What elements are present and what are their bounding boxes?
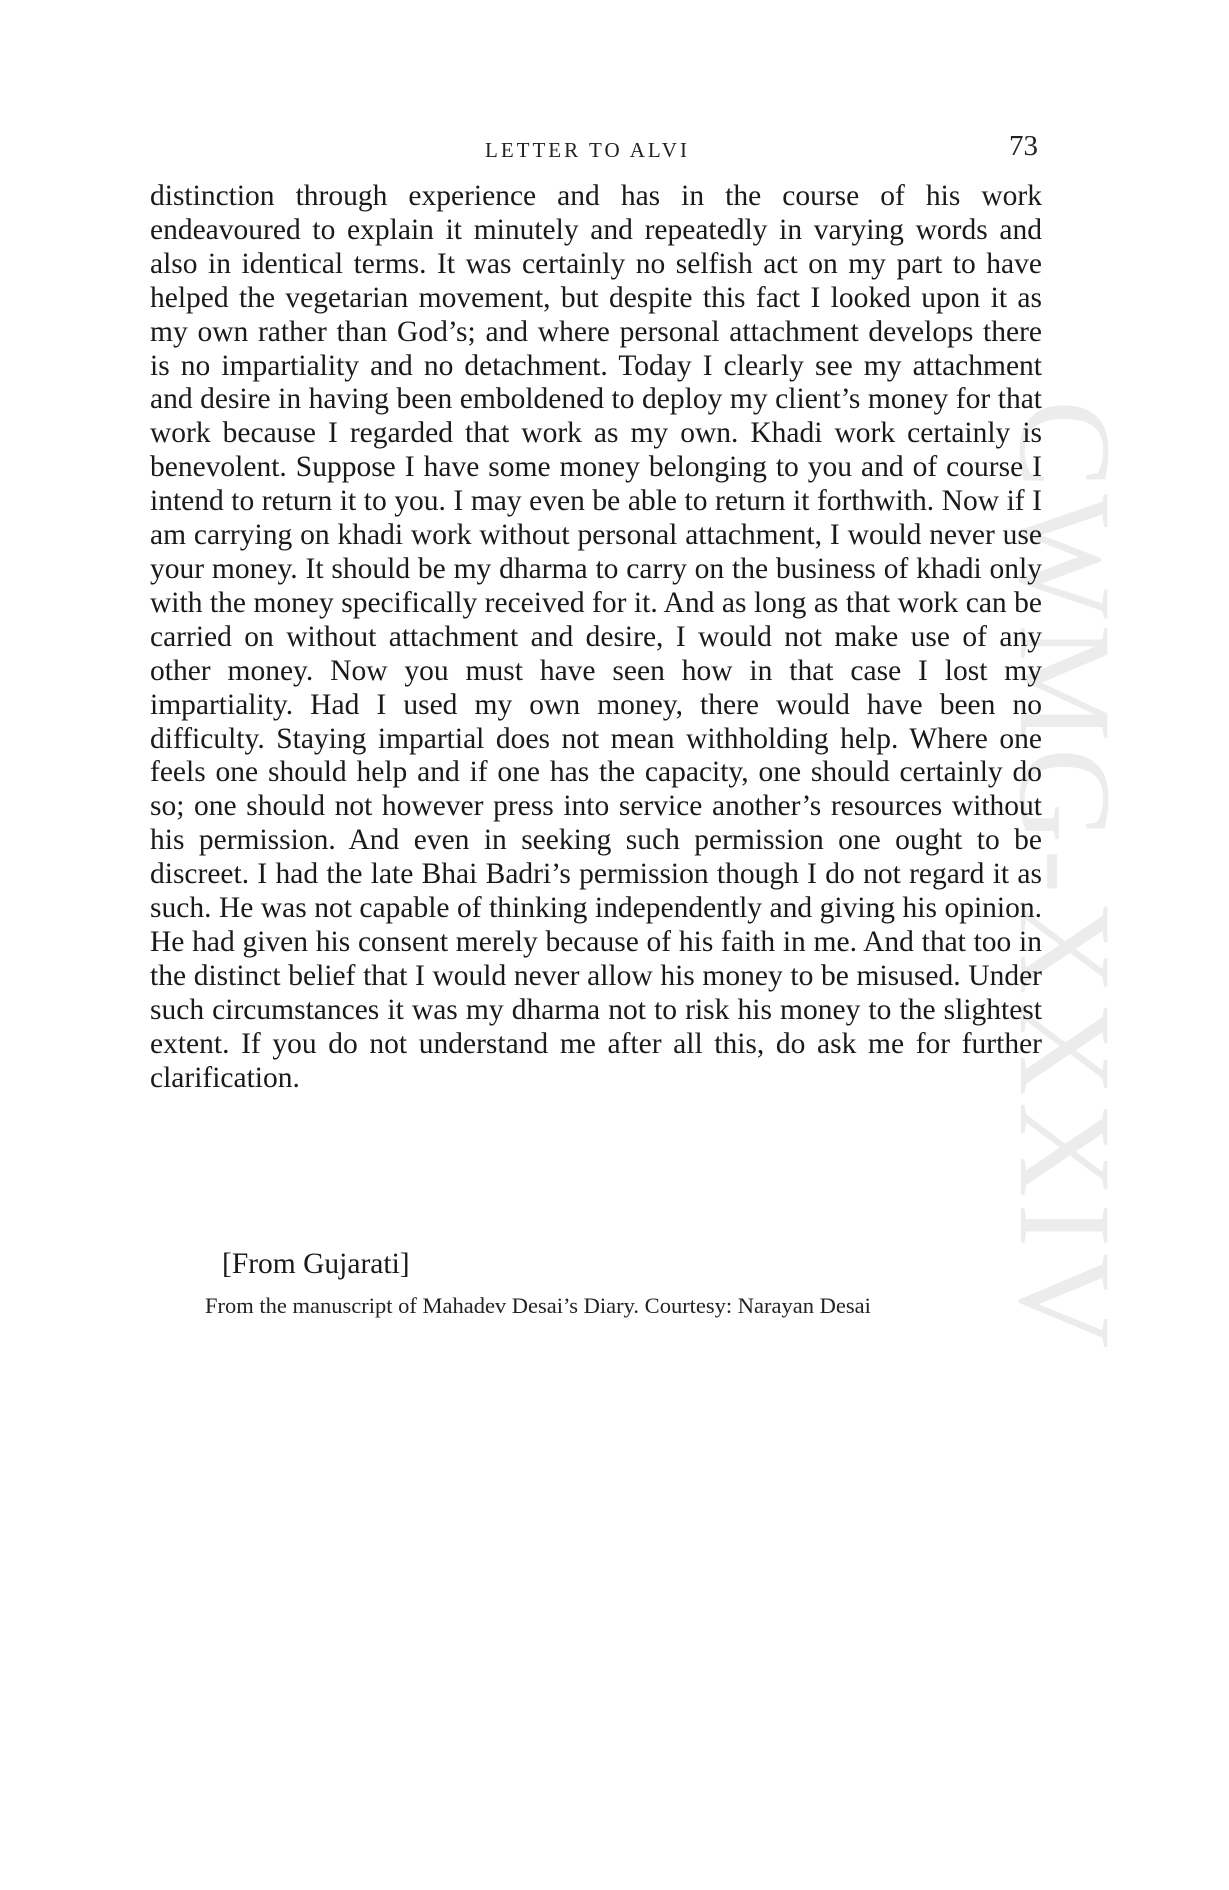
- source-note: [From Gujarati]: [222, 1248, 410, 1280]
- watermark: CWMG-XXXIV: [992, 400, 1139, 1355]
- body-paragraph: distinction through experience and has in the course of his work endeavoured to explain it minutely and repeatedly in varying words and also in identical terms. It was certainly no selfish act on my part to have helped the vegetarian movement, but despite this fact I looked upon it as my own rather than God’s; and where personal attachment develops there is no impartiality and no detachment. Today I clearly see my attachment and desire in having been emboldened to deploy my client’s money for that work because I regarded that work as my own. Khadi work certainly is benevolent. Suppose I have some money belonging to you and of course I intend to return it to you. I may even be able to return it forthwith. Now if I am carrying on khadi work without personal attachment, I would never use your money. It should be my dharma to carry on the business of khadi only with the money specifically received for it. And as long as that work can be carried on without attachment and desire, I would not make use of any other money. Now you must have seen how in that case I lost my impartiality. Had I used my own money, there would have been no difficulty. Staying impartial does not mean withholding help. Where one feels one should help and if one has the capacity, one should certainly do so; one should not however press into service another’s resources without his permission. And even in seeking such permission one ought to be discreet. I had the late Bhai Badri’s permission though I do not regard it as such. He was not capable of thinking independently and giving his opinion. He had given his consent merely because of his faith in me. And that too in the distinct belief that I would never allow his money to be misused. Under such circumstances it was my dharma not to risk his money to the slightest extent. If you do not understand me after all this, do ask me for further clarification.: [150, 180, 1042, 1094]
- running-title: LETTER TO ALVI: [485, 138, 690, 162]
- running-head: [150, 130, 1040, 170]
- page-number: 73: [1009, 130, 1038, 162]
- footnote: From the manuscript of Mahadev Desai’s Diary. Courtesy: Narayan Desai: [205, 1293, 871, 1318]
